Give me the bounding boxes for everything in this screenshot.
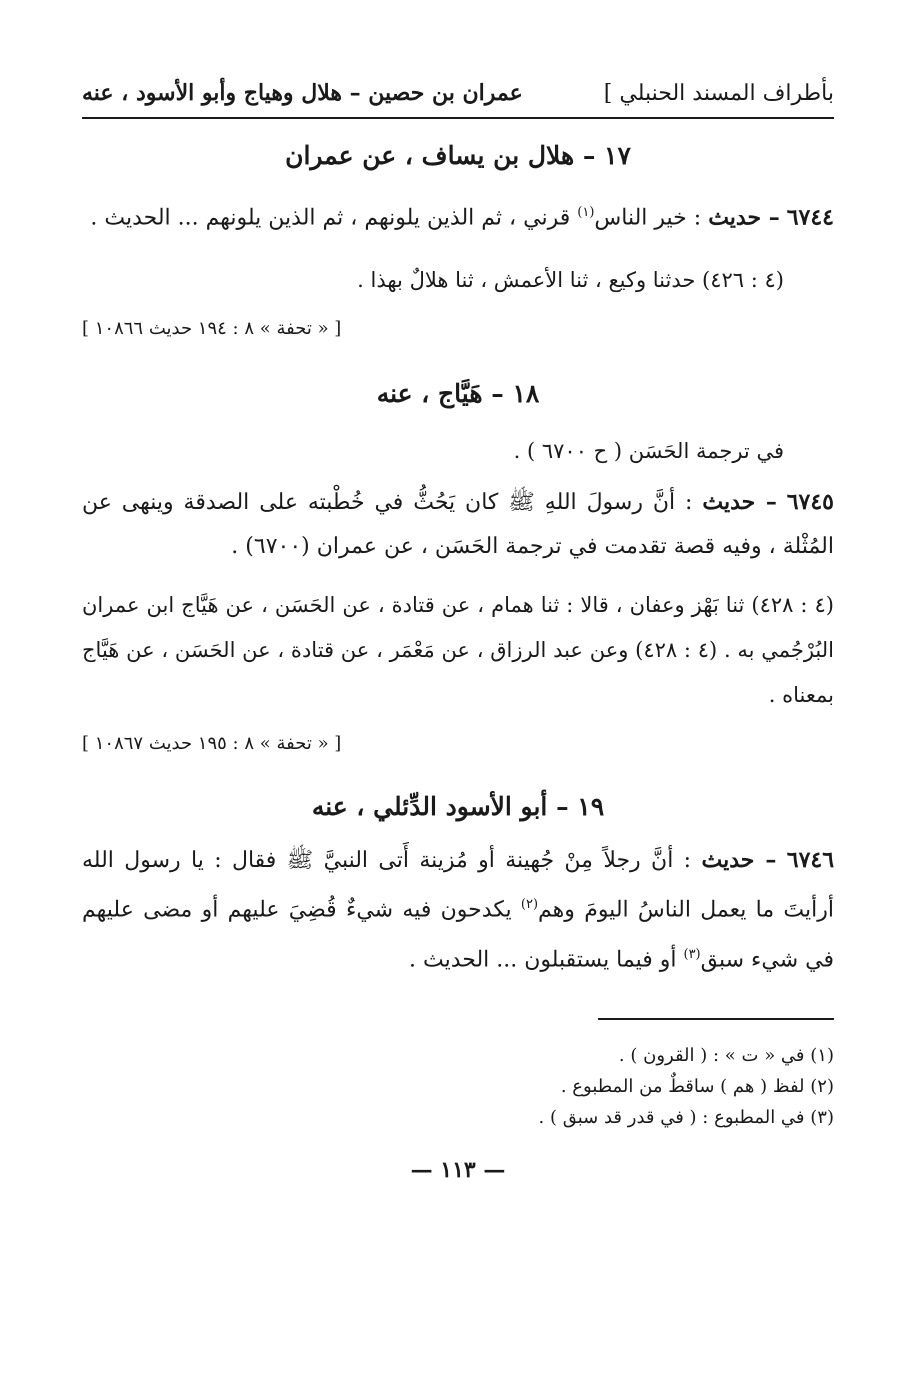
footnote-3: (٣) في المطبوع : ( في قدر قد سبق ) .: [538, 1106, 834, 1128]
hadith-keyword: – حديث: [708, 204, 780, 231]
hadith-6745: [82, 480, 834, 569]
running-head-chapter-title: عمران بن حصين – هلال وهياج وأبو الأسود ، عنه: [82, 80, 523, 106]
footnote-separator: [598, 1018, 834, 1020]
hadith-text: : خير الناس: [594, 205, 702, 231]
footnote-marker-1: (١): [577, 205, 595, 220]
section-title-17: ١٧ – هلال بن يساف ، عن عمران: [285, 141, 631, 170]
section-title-19: ١٩ – أبو الأسود الدِّئلي ، عنه: [311, 792, 605, 822]
cross-reference-note: في ترجمة الحَسَن ( ح ٦٧٠٠ ) .: [513, 439, 784, 464]
footnote-2: (٢) لفظ ( هم ) ساقطٌ من المطبوع .: [560, 1075, 834, 1097]
hadith-number: ٦٧٤٤: [786, 204, 834, 231]
section-title-18: ١٨ – هَيَّاج ، عنه: [376, 379, 540, 409]
footnotes: [82, 1040, 834, 1133]
hadith-number: ٦٧٤٥: [786, 489, 834, 516]
hadith-text: يكدحون فيه شيءٌ قُضِيَ عليهم أو مضى عليهم في شيء سبق: [82, 897, 834, 972]
running-head-book-title: بأطراف المسند الحنبلي ]: [603, 81, 834, 106]
hadith-6746: [82, 838, 834, 982]
isnad-6744: (٤ : ٤٢٦) حدثنا وكيع ، ثنا الأعمش ، ثنا هلالٌ بهذا .: [357, 268, 784, 293]
page-number: — ١١٣ —: [410, 1156, 506, 1183]
hadith-text: : أنَّ رجلاً مِنْ جُهينة أو مُزينة أَتى النبيَّ ﷺ فقال : يا رسول الله أرأيتَ ما يعمل الناسُ اليومَ وهم: [82, 848, 834, 923]
page: [82, 78, 834, 1183]
hadith-text: أو فيما يستقبلون ... الحديث .: [408, 946, 684, 972]
footnote-marker-3: (٣): [683, 946, 701, 962]
hadith-keyword: – حديث: [702, 489, 777, 516]
footnote-1: (١) في « ت » : ( القرون ) .: [618, 1044, 834, 1066]
isnad-6745: (٤ : ٤٢٨) ثنا بَهْز وعفان ، قالا : ثنا همام ، عن قتادة ، عن الحَسَن ، عن هَيَّاج ابن عمران البُرْجُمي به . (٤ : ٤٢٨) وعن عبد الرزاق ، عن مَعْمَر ، عن قتادة ، عن الحَسَن ، عن هَيَّاج بمعناه .: [82, 593, 835, 708]
footnote-marker-2: (٢): [520, 897, 539, 913]
running-head: [82, 78, 834, 119]
tuhfa-reference-6745: [ « تحفة » ٨ : ١٩٥ حديث ١٠٨٦٧ ]: [82, 733, 342, 755]
hadith-text: قرني ، ثم الذين يلونهم ، ثم الذين يلونهم ... الحديث .: [90, 205, 578, 231]
hadith-6744: [82, 191, 834, 240]
tuhfa-reference-6744: [ « تحفة » ٨ : ١٩٤ حديث ١٠٨٦٦ ]: [82, 318, 342, 340]
hadith-keyword: – حديث: [701, 847, 777, 874]
hadith-text: : أنَّ رسولَ اللهِ ﷺ كان يَحُثُّ في خُطْبته على الصدقة وينهى عن المُثْلة ، وفيه قصة تقدمت في ترجمة الحَسَن ، عن عمران (٦٧٠٠) .: [82, 490, 834, 560]
hadith-number: ٦٧٤٦: [786, 847, 835, 874]
